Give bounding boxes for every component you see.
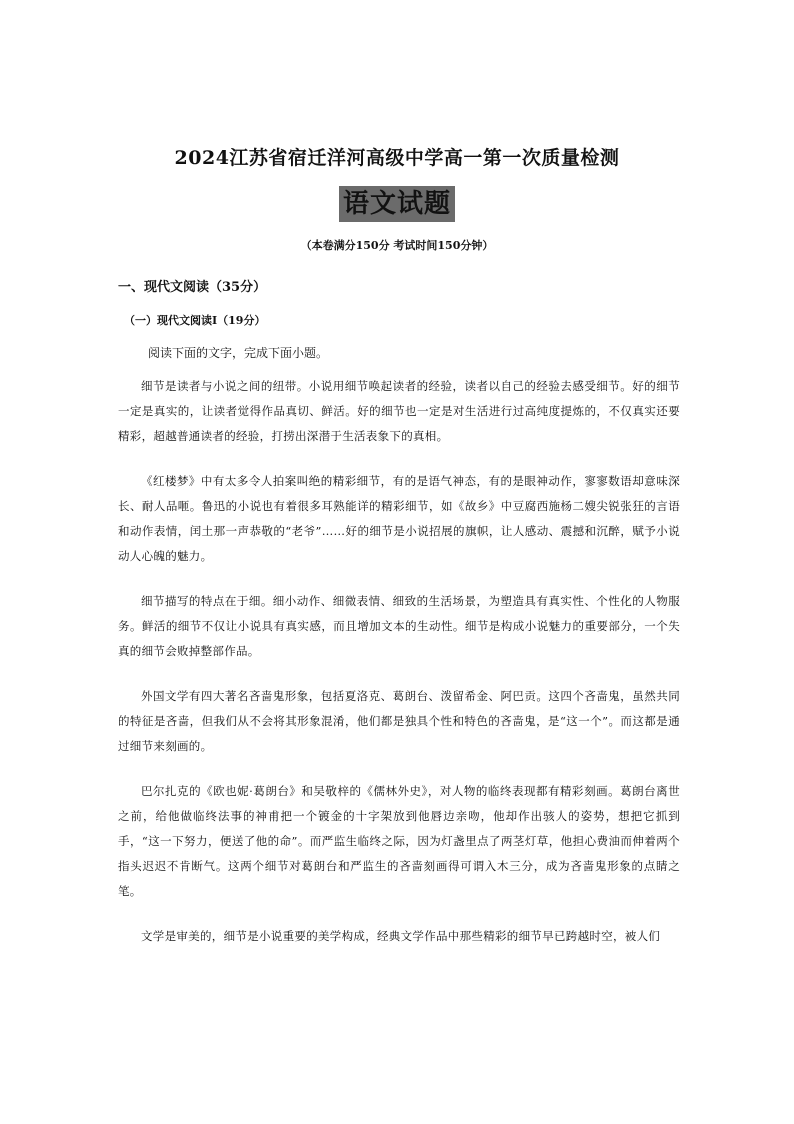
paragraph-2: 《红楼梦》中有太多令人拍案叫绝的精彩细节，有的是语气神态，有的是眼神动作，寥寥数语却意味深长、耐人品咂。鲁迅的小说也有着很多耳熟能详的精彩细节，如《故乡》中豆腐西施杨二嫂尖锐张狂的言语和动作表情，闰土那一声恭敬的“老爷”……好的细节是小说招展的旗帜，让人感动、震撼和沉醉，赋予小说动人心魄的魅力。 [118, 474, 680, 563]
paragraph-4: 外国文学有四大著名吝啬鬼形象，包括夏洛克、葛朗台、泼留希金、阿巴贡。这四个吝啬鬼，虽然共同的特征是吝啬，但我们从不会将其形象混淆，他们都是独具个性和特色的吝啬鬼，是“这一个”。而这都是通过细节来刻画的。 [118, 689, 680, 753]
exam-title: 2024江苏省宿迁洋河高级中学高一第一次质量检测 [174, 147, 620, 169]
exam-info: （本卷满分150分 考试时间150分钟） [300, 239, 494, 252]
subject-title-wrap [0, 186, 794, 222]
section-heading: 一、现代文阅读（35分） [118, 280, 267, 295]
paragraph-3: 细节描写的特点在于细。细小动作、细微表情、细致的生活场景，为塑造具有真实性、个性化的人物服务。鲜活的细节不仅让小说具有真实感，而且增加文本的生动性。细节是构成小说魅力的重要部分，一个失真的细节会败掉整部作品。 [118, 594, 680, 658]
subject-title: 语文试题 [339, 186, 455, 222]
paragraph-1: 细节是读者与小说之间的纽带。小说用细节唤起读者的经验，读者以自己的经验去感受细节。好的细节一定是真实的，让读者觉得作品真切、鲜活。好的细节也一定是对生活进行过高纯度提炼的，不仅真实还要精彩，超越普通读者的经验，打捞出深潜于生活表象下的真相。 [118, 379, 680, 443]
section-subheading: （一）现代文阅读Ⅰ（19分） [124, 314, 266, 327]
paragraph-6: 文学是审美的，细节是小说重要的美学构成，经典文学作品中那些精彩的细节早已跨越时空，被人们 [141, 929, 661, 943]
paragraph-5: 巴尔扎克的《欧也妮·葛朗台》和吴敬梓的《儒林外史》，对人物的临终表现都有精彩刻画。葛朗台离世之前，给他做临终法事的神甫把一个镀金的十字架放到他唇边亲吻，他却作出骇人的姿势，想把它抓到手，“这一下努力，便送了他的命”。而严监生临终之际，因为灯盏里点了两茎灯草，他担心费油而伸着两个指头迟迟不肯断气。这两个细节对葛朗台和严监生的吝啬刻画得可谓入木三分，成为吝啬鬼形象的点睛之笔。 [118, 784, 680, 898]
reading-instruction: 阅读下面的文字，完成下面小题。 [148, 346, 329, 360]
